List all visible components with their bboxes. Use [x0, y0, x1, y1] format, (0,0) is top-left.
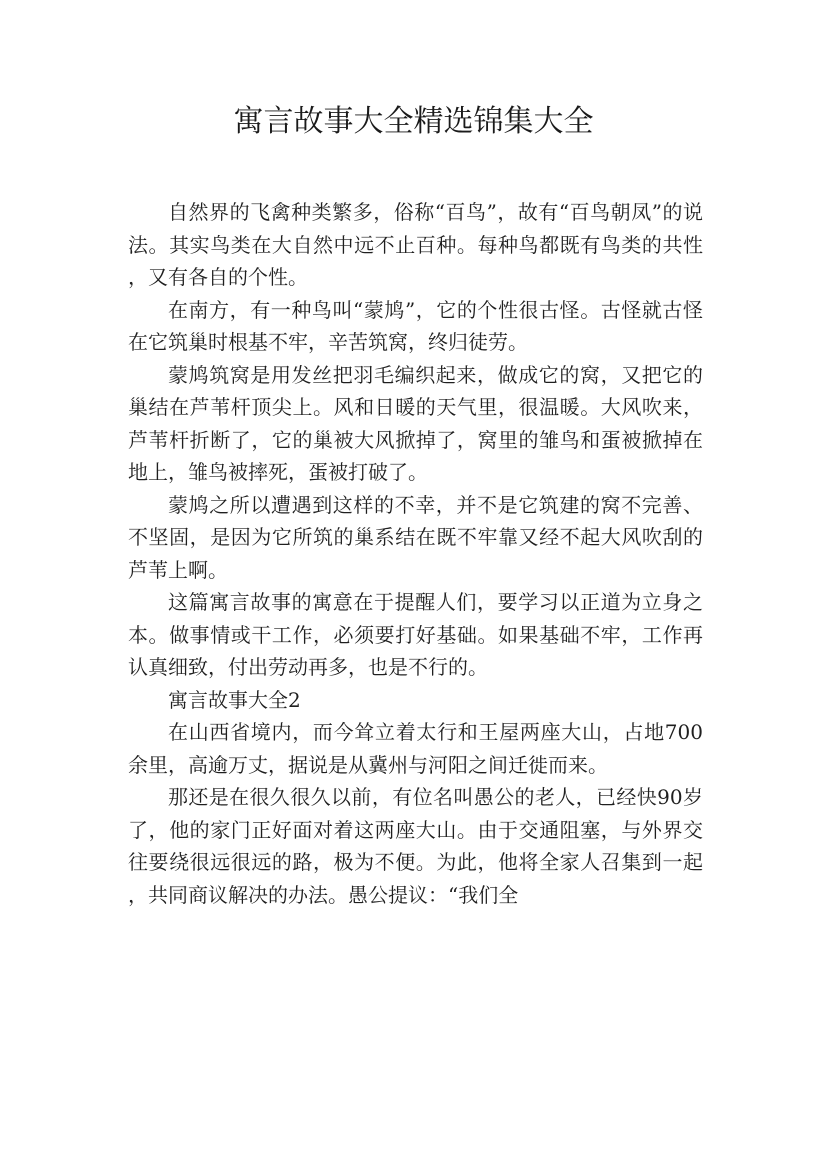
paragraph: 在山西省境内，而今耸立着太行和王屋两座大山，占地700余里，高逾万丈，据说是从冀州与河阳之间迁徙而来。	[128, 720, 703, 777]
paragraph: 蒙鸠之所以遭遇到这样的不幸，并不是它筑建的窝不完善、不坚固，是因为它所筑的巢系结在既不牢靠又经不起大风吹刮的芦苇上啊。	[128, 492, 703, 582]
document-title: 寓言故事大全精选锦集大全	[233, 104, 594, 139]
section-heading: 寓言故事大全2	[168, 687, 301, 712]
paragraph: 那还是在很久很久以前，有位名叫愚公的老人，已经快90岁了，他的家门正好面对着这两座大山。由于交通阻塞，与外界交往要绕很远很远的路，极为不便。为此，他将全家人召集到一起，共同商议解决的办法。愚公提议：“我们全	[128, 785, 703, 907]
document-body	[128, 196, 703, 911]
paragraph: 这篇寓言故事的寓意在于提醒人们，要学习以正道为立身之本。做事情或干工作，必须要打好基础。如果基础不牢，工作再认真细致，付出劳动再多，也是不行的。	[128, 590, 703, 679]
paragraph: 蒙鸠筑窝是用发丝把羽毛编织起来，做成它的窝，又把它的巢结在芦苇杆顶尖上。风和日暖的天气里，很温暖。大风吹来，芦苇杆折断了，它的巢被大风掀掉了，窝里的雏鸟和蛋被掀掉在地上，雏鸟被摔死，蛋被打破了。	[128, 362, 703, 484]
paragraph: 自然界的飞禽种类繁多，俗称“百鸟”，故有“百鸟朝凤”的说法。其实鸟类在大自然中远不止百种。每种鸟都既有鸟类的共性，又有各自的个性。	[128, 200, 703, 289]
paragraph: 在南方，有一种鸟叫“蒙鸠”，它的个性很古怪。古怪就古怪在它筑巢时根基不牢，辛苦筑窝，终归徒劳。	[128, 297, 703, 354]
